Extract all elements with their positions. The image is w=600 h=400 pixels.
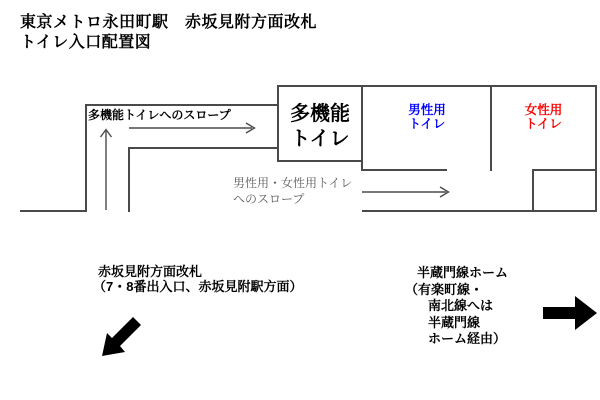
mens-toilet-label (363, 103, 491, 131)
multi-toilet-label-line1: 多機能 (290, 103, 350, 125)
multi-toilet-label-line2: トイレ (290, 128, 350, 150)
ramp-to-mens-womens-label-line2: へのスロープ (233, 192, 305, 206)
hanzomon-line1: 半蔵門線ホーム (417, 265, 509, 280)
ramp-to-mens-womens-label-line1: 男性用・女性用トイレ (233, 176, 353, 190)
womens-toilet-label (491, 103, 596, 131)
gate-destination-label (93, 264, 302, 294)
hanzomon-destination-label (405, 265, 508, 348)
title-line1: 東京メトロ永田町駅 赤坂見附方面改札 (20, 14, 318, 31)
ramp-to-multi-label: 多機能トイレへのスロープ (88, 108, 231, 122)
mens-toilet-label-line1: 男性用 (408, 103, 446, 117)
corridor-up-arrow-icon (101, 130, 112, 211)
ramp-to-mens-womens-right-arrow-icon (362, 187, 449, 197)
hanzomon-line5: ホーム経由） (428, 331, 507, 346)
hanzomon-line4: 半蔵門線 (428, 314, 481, 330)
multi-toilet-label (279, 102, 361, 152)
thick-down-left-arrow-icon (102, 317, 141, 356)
gate-destination-line2: （7・8番出入口、赤坂見附駅方面） (93, 279, 303, 294)
hanzomon-line2: （有楽町線・ (405, 281, 484, 297)
title-line2: トイレ入口配置図 (20, 34, 152, 51)
womens-toilet-label-line2: トイレ (525, 117, 562, 131)
thick-right-arrow-icon (543, 296, 597, 330)
womens-toilet-label-line1: 女性用 (524, 103, 563, 117)
hanzomon-line3: 南北線へは (428, 298, 494, 313)
ramp-to-multi-right-arrow-icon (129, 123, 255, 133)
mens-toilet-label-line2: トイレ (408, 117, 446, 131)
ramp-to-mens-womens-label (233, 175, 352, 207)
gate-destination-line1: 赤坂見附方面改札 (98, 264, 203, 279)
